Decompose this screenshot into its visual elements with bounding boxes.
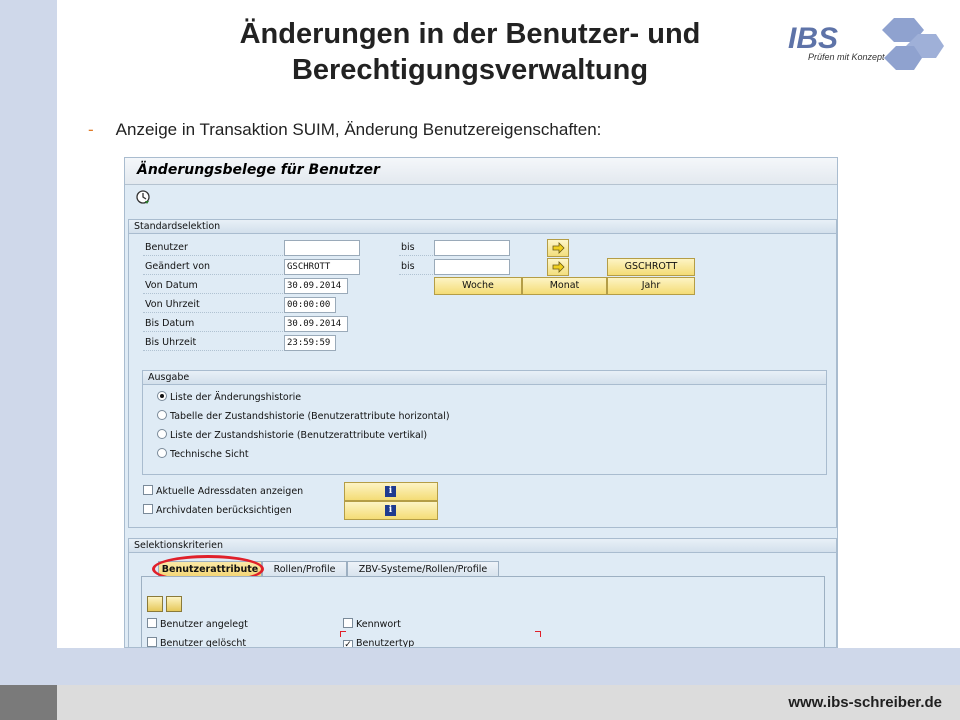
tab-benutzerattribute[interactable]: Benutzerattribute <box>158 561 262 577</box>
radio-selected-icon[interactable] <box>157 391 167 401</box>
geaendert-von-input[interactable]: GSCHROTT <box>284 259 360 275</box>
logo-tagline: Prüfen mit Konzept <box>808 52 885 62</box>
checkbox-icon[interactable] <box>143 485 153 495</box>
checkbox-label: Kennwort <box>356 619 401 630</box>
checkbox-label: Benutzertyp <box>356 638 415 648</box>
checkbox-benutzer-geloescht[interactable] <box>147 636 246 648</box>
von-uhrzeit-input[interactable]: 00:00:00 <box>284 297 336 313</box>
bis-datum-input[interactable]: 30.09.2014 <box>284 316 348 332</box>
execute-icon[interactable] <box>135 189 151 205</box>
radio-zustandshistorie-vertikal[interactable] <box>157 428 427 444</box>
checkbox-adressdaten[interactable] <box>143 484 303 500</box>
tab-zbv-systeme[interactable]: ZBV-Systeme/Rollen/Profile <box>347 561 499 577</box>
woche-button[interactable]: Woche <box>434 277 522 295</box>
bullet-text: Anzeige in Transaktion SUIM, Änderung Benutzereigenschaften: <box>115 120 602 139</box>
checkbox-label: Benutzer gelöscht <box>160 638 247 648</box>
slide-title <box>160 16 780 88</box>
hexagon-logo-icon <box>786 10 946 80</box>
sap-window <box>124 157 838 648</box>
benutzer-input[interactable] <box>284 240 360 256</box>
checkbox-icon[interactable] <box>147 618 157 628</box>
checkbox-icon[interactable] <box>143 504 153 514</box>
ausgabe-title: Ausgabe <box>143 371 826 385</box>
info-icon: i <box>385 505 396 516</box>
arrow-right-icon <box>548 240 568 256</box>
select-all-icon[interactable] <box>147 596 163 612</box>
label-benutzer: Benutzer <box>143 240 283 256</box>
left-accent-bar-bottom <box>0 685 57 720</box>
info-button-adressdaten[interactable] <box>344 482 438 501</box>
label-von-uhrzeit: Von Uhrzeit <box>143 297 283 313</box>
radio-label: Liste der Zustandshistorie (Benutzerattribute vertikal) <box>170 430 428 441</box>
standardselektion-group <box>128 219 837 528</box>
slide-title-line2: Berechtigungsverwaltung <box>291 54 649 86</box>
highlight-corner-tr <box>535 631 541 637</box>
label-von-datum: Von Datum <box>143 278 283 294</box>
radio-icon[interactable] <box>157 429 167 439</box>
slide-title-line1: Änderungen in der Benutzer- und <box>239 18 701 50</box>
footer-url[interactable]: www.ibs-schreiber.de <box>788 694 942 711</box>
bottom-accent-band <box>57 648 960 685</box>
checkbox-label: Archivdaten berücksichtigen <box>156 505 292 516</box>
checkbox-kennwort[interactable] <box>343 617 401 633</box>
radio-icon[interactable] <box>157 448 167 458</box>
arrow-right-icon <box>548 259 568 275</box>
checkmark-icon[interactable]: ✓ <box>344 640 352 648</box>
checkbox-archivdaten[interactable] <box>143 503 292 519</box>
gschrott-button[interactable]: GSCHROTT <box>607 258 695 276</box>
radio-label: Technische Sicht <box>170 449 249 460</box>
label-bis-2: bis <box>399 259 433 275</box>
benutzer-to-input[interactable] <box>434 240 510 256</box>
sap-window-title: Änderungsbelege für Benutzer <box>125 158 837 185</box>
multi-select-button-2[interactable] <box>547 258 569 276</box>
info-icon: i <box>385 486 396 497</box>
benutzerattribute-panel <box>141 576 825 648</box>
deselect-all-icon[interactable] <box>166 596 182 612</box>
radio-technische-sicht[interactable] <box>157 447 249 463</box>
bullet-dash: - <box>88 120 94 139</box>
tab-rollen-profile[interactable]: Rollen/Profile <box>262 561 347 577</box>
footer <box>57 685 960 720</box>
radio-icon[interactable] <box>157 410 167 420</box>
ausgabe-group <box>142 370 827 475</box>
logo-text: IBS <box>788 22 839 55</box>
checkbox-icon[interactable] <box>343 618 353 628</box>
checkbox-label: Aktuelle Adressdaten anzeigen <box>156 486 304 497</box>
checkbox-label: Benutzer angelegt <box>160 619 248 630</box>
radio-aenderungshistorie[interactable] <box>157 390 301 406</box>
label-bis-datum: Bis Datum <box>143 316 283 332</box>
multi-select-button-1[interactable] <box>547 239 569 257</box>
geaendert-von-to-input[interactable] <box>434 259 510 275</box>
left-accent-bar <box>0 0 57 685</box>
radio-label: Tabelle der Zustandshistorie (Benutzerattribute horizontal) <box>170 411 450 422</box>
label-geaendert-von: Geändert von <box>143 259 283 275</box>
ibs-logo <box>786 10 946 80</box>
jahr-button[interactable]: Jahr <box>607 277 695 295</box>
bis-uhrzeit-input[interactable]: 23:59:59 <box>284 335 336 351</box>
selektionskriterien-title: Selektionskriterien <box>129 539 836 553</box>
radio-label: Liste der Änderungshistorie <box>170 392 302 403</box>
standardselektion-title: Standardselektion <box>129 220 836 234</box>
sap-toolbar <box>125 185 837 213</box>
checkbox-benutzer-angelegt[interactable] <box>147 617 248 633</box>
radio-zustandshistorie-horizontal[interactable] <box>157 409 450 425</box>
label-bis-uhrzeit: Bis Uhrzeit <box>143 335 283 351</box>
checkbox-icon[interactable] <box>147 637 157 647</box>
bullet-line <box>88 120 601 140</box>
highlight-corner-tl <box>340 631 346 637</box>
checkbox-benutzertyp[interactable] <box>343 636 414 648</box>
info-button-archivdaten[interactable] <box>344 501 438 520</box>
monat-button[interactable]: Monat <box>522 277 607 295</box>
von-datum-input[interactable]: 30.09.2014 <box>284 278 348 294</box>
label-bis-1: bis <box>399 240 433 256</box>
